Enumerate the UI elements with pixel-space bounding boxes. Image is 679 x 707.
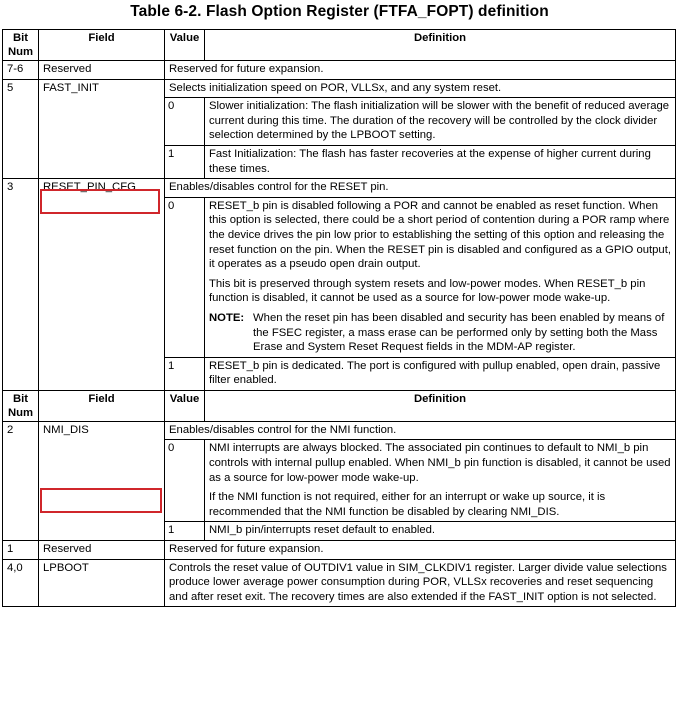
table-row: [3, 61, 676, 80]
bit-num: 5: [3, 79, 39, 179]
highlight-box-reset-pin-cfg: [40, 189, 160, 214]
value-definition: NMI_b pin/interrupts reset default to enabled.: [205, 522, 676, 541]
table-row: [3, 541, 676, 560]
table-row: [3, 421, 676, 440]
definition: Reserved for future expansion.: [165, 61, 676, 80]
bit-num: 4,0: [3, 559, 39, 607]
definition-paragraph: NMI interrupts are always blocked. The associated pin continues to default to NMI_b pin controls with internal pullup enabled. When NMI_b pin function is disabled, it cannot be used as a source for low-power mode wake-up.: [209, 442, 671, 484]
header-value: Value: [165, 390, 205, 421]
bit-num: 3: [3, 179, 39, 391]
value-definition: Fast Initialization: The flash has faster recoveries at the expense of higher current during these times.: [205, 145, 676, 178]
field-name: NMI_DIS: [39, 421, 165, 540]
value-definition: Slower initialization: The flash initialization will be slower with the benefit of reduced average current during this time. The duration of the recovery will be controlled by the clock divider selection determined by the LPBOOT setting.: [205, 98, 676, 146]
definition: Controls the reset value of OUTDIV1 value in SIM_CLKDIV1 register. Larger divide value selections produce lower average power consumption during POR, VLLSx recoveries and reset sequencing and after reset exit. The recovery times are also extended if the FAST_INIT option is not selected.: [165, 559, 676, 607]
table-header-row: [3, 390, 676, 421]
value: 1: [165, 522, 205, 541]
field-name: LPBOOT: [39, 559, 165, 607]
definition-paragraph: RESET_b pin is disabled following a POR and cannot be enabled as reset function. When this option is selected, there could be a short period of contention during a POR ramp where the device drives the pin low prior to establishing the setting of this option and releasing the reset function on the pin. When the RESET pin is disabled and configured as a GPIO output, it operates as a pseudo open drain output.: [209, 199, 671, 271]
value: 0: [165, 98, 205, 146]
header-bit-num: Bit Num: [3, 390, 39, 421]
table-title: Table 6-2. Flash Option Register (FTFA_FOPT) definition: [130, 3, 549, 20]
bit-num: 7-6: [3, 61, 39, 80]
definition-paragraph: If the NMI function is not required, either for an interrupt or wake up source, it is recommended that the NMI function be disabled by clearing NMI_DIS.: [209, 491, 606, 518]
value: 1: [165, 145, 205, 178]
header-definition: Definition: [205, 390, 676, 421]
header-field: Field: [39, 30, 165, 61]
bit-num: 2: [3, 421, 39, 540]
value: 0: [165, 440, 205, 522]
note-label: NOTE:: [209, 311, 245, 324]
header-definition: Definition: [205, 30, 676, 61]
value-definition: RESET_b pin is dedicated. The port is configured with pullup enabled, open drain, passive filter enabled.: [205, 357, 676, 390]
field-name: Reserved: [39, 541, 165, 560]
definition: Enables/disables control for the NMI function.: [165, 421, 676, 440]
field-name: FAST_INIT: [39, 79, 165, 179]
field-name: Reserved: [39, 61, 165, 80]
table-row: [3, 559, 676, 607]
note: [209, 311, 671, 355]
header-bit-num: Bit Num: [3, 30, 39, 61]
table-row: [3, 79, 676, 98]
definition: Reserved for future expansion.: [165, 541, 676, 560]
register-table: [2, 29, 676, 607]
value: 0: [165, 197, 205, 357]
value-definition: [205, 197, 676, 357]
definition: Selects initialization speed on POR, VLLSx, and any system reset.: [165, 79, 676, 98]
value: 1: [165, 357, 205, 390]
value-definition: [205, 440, 676, 522]
header-value: Value: [165, 30, 205, 61]
bit-num: 1: [3, 541, 39, 560]
definition: Enables/disables control for the RESET pin.: [165, 179, 676, 198]
header-field: Field: [39, 390, 165, 421]
field-name: RESET_PIN_CFG: [39, 179, 165, 391]
note-text: When the reset pin has been disabled and security has been enabled by means of the FSEC register, a mass erase can be performed only by setting both the Mass Erase and System Reset Request fields in the MDM-AP register.: [253, 311, 665, 354]
definition-paragraph: This bit is preserved through system resets and low-power modes. When RESET_b pin function is disabled, it cannot be used as a source for low-power mode wake-up.: [209, 277, 646, 305]
table-header-row: [3, 30, 676, 61]
highlight-box-nmi-dis: [40, 488, 162, 513]
